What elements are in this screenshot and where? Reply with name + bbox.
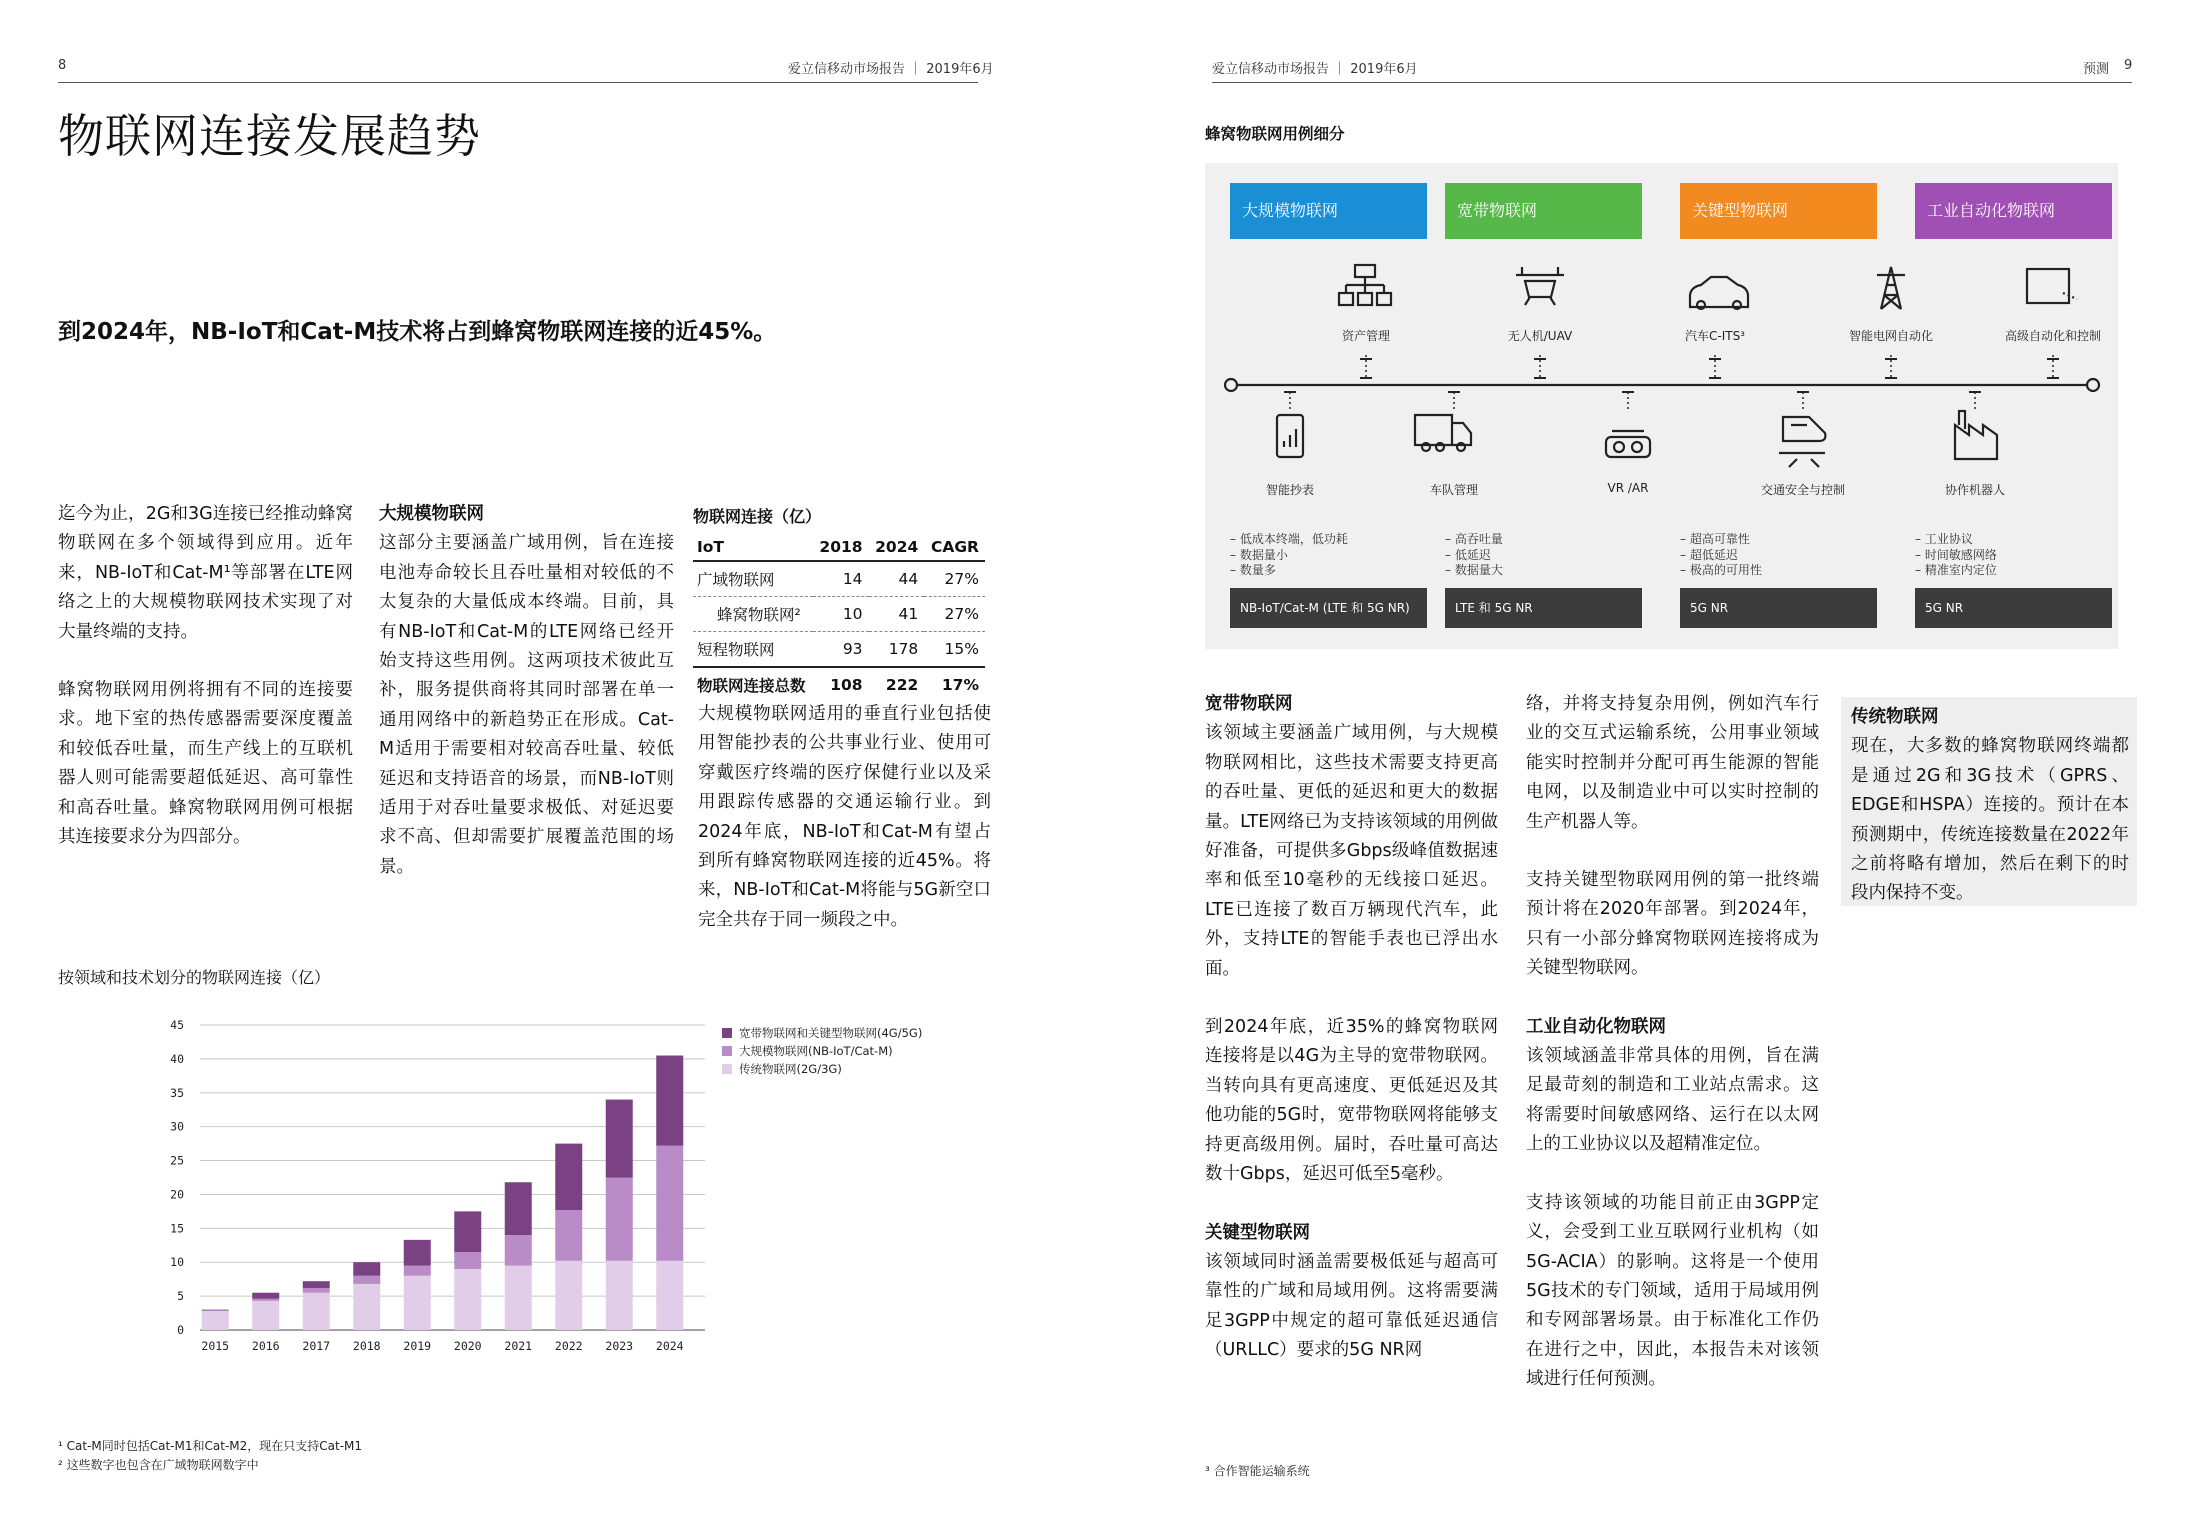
x-tick-label: 2017 <box>302 1339 331 1353</box>
bar-segment <box>505 1235 532 1266</box>
sidebar-legacy-iot <box>1841 697 2137 906</box>
table-row <box>693 561 985 597</box>
bar-segment <box>303 1293 330 1330</box>
iot-stacked-bar-chart <box>150 1010 710 1370</box>
bar-segment <box>606 1261 633 1330</box>
table-cell: 广域物联网 <box>693 561 813 597</box>
paragraph: 该领域同时涵盖需要极低延与超高可靠性的广域和局域用例。这将需要满足3GPP中规定的超可靠低延迟通信（URLLC）要求的5G NR网 <box>1205 1251 1498 1361</box>
requirement: – 高吞吐量 <box>1445 532 1503 546</box>
table-row-total <box>693 667 985 702</box>
left-column-1 <box>58 500 353 881</box>
bar-segment <box>303 1288 330 1293</box>
bar-segment <box>353 1284 380 1330</box>
requirement: – 时间敏感网络 <box>1915 547 1997 562</box>
legend-label: 宽带物联网和关键型物联网(4G/5G) <box>739 1026 923 1040</box>
technology-bar: 5G NR <box>1915 588 2112 628</box>
bar-segment <box>656 1146 683 1261</box>
table-header: 2024 <box>869 534 925 561</box>
bar-segment <box>656 1056 683 1146</box>
footnote: ¹ Cat-M同时包括Cat-M1和Cat-M2，现在只支持Cat-M1 <box>58 1439 363 1453</box>
factory-icon <box>1955 411 1997 459</box>
y-tick-label: 40 <box>170 1051 184 1066</box>
requirement: – 极高的可用性 <box>1680 563 1762 577</box>
bar-segment <box>353 1276 380 1284</box>
table-cell: 14 <box>813 561 869 597</box>
page-title: 物联网连接发展趋势 <box>58 109 481 163</box>
right-column-b <box>1526 690 1819 1424</box>
legend-item <box>722 1025 922 1041</box>
chart-bars <box>202 1056 684 1331</box>
table-cell: 41 <box>869 597 925 632</box>
table-header: 2018 <box>813 534 869 561</box>
technology-bar: LTE 和 5G NR <box>1445 588 1642 628</box>
paragraph: 这部分主要涵盖广域用例，旨在连接电池寿命较长且吞吐量相对较低的不太复杂的大量低成本终端。目前，具有NB-IoT和Cat-M的LTE网络已经开始支持这些用例。这两项技术彼此互补，服务提供商将其同时部署在单一通用网络中的新趋势正在形成。Cat-M适用于需要相对较高吞吐量、较低延迟和支持语音的场景，而NB-IoT则适用于对吞吐量要求极低、对延迟要求不高、但却需要扩展覆盖范围的场景。 <box>379 533 674 877</box>
train-icon <box>1779 417 1825 467</box>
requirement: – 低成本终端，低功耗 <box>1230 532 1348 546</box>
usecase-label: 智能抄表 <box>1265 483 1314 497</box>
category-critical-iot: 关键型物联网 <box>1680 183 1877 239</box>
car-icon <box>1690 277 1748 309</box>
category-massive-iot: 大规模物联网 <box>1230 183 1427 239</box>
bar-segment <box>404 1276 431 1330</box>
table-cell: 178 <box>869 632 925 668</box>
bar-segment <box>505 1182 532 1235</box>
footnote: ³ 合作智能运输系统 <box>1205 1464 1310 1478</box>
technology-bar: NB-IoT/Cat-M (LTE 和 5G NR) <box>1230 588 1427 628</box>
bar-segment <box>202 1310 229 1311</box>
bar-segment <box>454 1269 481 1330</box>
power-grid-icon <box>1877 267 1905 309</box>
bar-segment <box>606 1178 633 1261</box>
requirement: – 精准室内定位 <box>1915 563 1997 577</box>
header-rule-left <box>58 82 978 83</box>
y-tick-label: 30 <box>170 1119 184 1134</box>
x-tick-label: 2024 <box>655 1339 684 1353</box>
usecase-label: 车队管理 <box>1429 483 1478 497</box>
x-tick-label: 2020 <box>453 1339 482 1353</box>
legend-swatch <box>722 1028 732 1038</box>
table-cell: 93 <box>813 632 869 668</box>
smart-meter-icon <box>1277 415 1303 457</box>
lead-sentence: 到2024年，NB-IoT和Cat-M技术将占到蜂窝物联网连接的近45%。 <box>58 319 777 345</box>
legend-swatch <box>722 1046 732 1056</box>
legend-item <box>722 1043 893 1059</box>
table-cell: 蜂窝物联网² <box>693 597 813 632</box>
x-tick-label: 2023 <box>605 1339 634 1353</box>
requirements-list <box>1915 532 1997 579</box>
usecase-label: 协作机器人 <box>1944 483 2005 497</box>
table-header: IoT <box>693 534 813 561</box>
paragraph: 现在，大多数的蜂窝物联网终端都是通过2G和3G技术（GPRS、EDGE和HSPA）连接的。预计在本预测期中，传统连接数量在2022年之前将略有增加，然后在剩下的时段内保持不变。 <box>1851 736 2129 904</box>
page-number-right: 9 <box>2124 58 2133 73</box>
bar-segment <box>555 1144 582 1210</box>
usecase-label: 交通安全与控制 <box>1760 483 1845 497</box>
paragraph: 该领域涵盖非常具体的用例，旨在满足最苛刻的制造和工业站点需求。这将需要时间敏感网络、运行在以太网上的工业协议以及超精准定位。 <box>1526 1046 1819 1155</box>
paragraph: 蜂窝物联网用例将拥有不同的连接要求。地下室的热传感器需要深度覆盖和较低吞吐量，而生产线上的互联机器人则可能需要超低延迟、高可靠性和高吞吐量。蜂窝物联网用例可根据其连接要求分为四部分。 <box>58 680 353 848</box>
x-tick-label: 2022 <box>554 1339 583 1353</box>
bar-segment <box>454 1252 481 1269</box>
paragraph: 支持关键型物联网用例的第一批终端预计将在2020年部署。到2024年，只有一小部分蜂窝物联网连接将成为关键型物联网。 <box>1526 870 1819 979</box>
x-tick-label: 2021 <box>504 1339 533 1353</box>
chart-x-ticks <box>201 1339 683 1353</box>
requirement: – 数据量小 <box>1230 547 1288 562</box>
section-heading-critical-iot: 关键型物联网 <box>1205 1222 1310 1243</box>
section-heading-industrial-iot: 工业自动化物联网 <box>1526 1016 1666 1037</box>
y-tick-label: 5 <box>177 1289 184 1304</box>
requirement: – 超高可靠性 <box>1680 532 1750 546</box>
running-header-right: 爱立信移动市场报告 ｜ 2019年6月 <box>1212 62 1418 77</box>
usecase-label: 高级自动化和控制 <box>2004 329 2101 343</box>
requirement: – 低延迟 <box>1445 547 1491 562</box>
asset-management-icon <box>1339 265 1391 305</box>
y-tick-label: 20 <box>170 1187 184 1202</box>
diagram-title: 蜂窝物联网用例细分 <box>1205 125 1345 143</box>
x-tick-label: 2015 <box>201 1339 230 1353</box>
paragraph: 大规模物联网适用的垂直行业包括使用智能抄表的公共事业行业、使用可穿戴医疗终端的医疗保健行业以及采用跟踪传感器的交通运输行业。到2024年底，NB-IoT和Cat-M有望占到所有蜂窝物联网连接的近45%。将来，NB-IoT和Cat-M将能与5G新空口完全共存于同一频段之中。 <box>698 704 991 930</box>
paragraph: 络，并将支持复杂用例，例如汽车行业的交互式运输系统，公用事业领域能实时控制并分配可再生能源的智能电网，以及制造业中可以实时控制的生产机器人等。 <box>1526 694 1819 832</box>
x-tick-label: 2018 <box>352 1339 381 1353</box>
bar-segment <box>252 1299 279 1301</box>
header-rule-right <box>1212 82 2132 83</box>
table-cell: 15% <box>924 632 985 668</box>
requirement: – 数量多 <box>1230 563 1276 577</box>
paragraph: 该领域主要涵盖广域用例，与大规模物联网相比，这些技术需要支持更高的吞吐量、更低的延迟和更大的数据量。LTE网络已为支持该领域的用例做好准备，可提供多Gbps级峰值数据速率和低至10毫秒的无线接口延迟。LTE已连接了数百万辆现代汽车，此外，支持LTE的智能手表也已浮出水面。 <box>1205 723 1498 979</box>
sidebar-content <box>1851 703 2129 938</box>
usecase-label: 智能电网自动化 <box>1848 329 1933 343</box>
bar-segment <box>202 1311 229 1330</box>
truck-icon <box>1415 415 1471 451</box>
y-tick-label: 25 <box>170 1153 184 1168</box>
table-cell: 10 <box>813 597 869 632</box>
chart-title: 按领域和技术划分的物联网连接（亿） <box>58 968 331 987</box>
bar-segment <box>555 1261 582 1330</box>
page-number-left: 8 <box>58 58 67 73</box>
running-header-left: 爱立信移动市场报告 ｜ 2019年6月 <box>788 62 994 77</box>
iot-connections-table <box>693 534 985 702</box>
requirement: – 超低延迟 <box>1680 547 1738 562</box>
legend-item <box>722 1061 842 1077</box>
usecase-label: 资产管理 <box>1341 329 1390 343</box>
bar-segment <box>656 1261 683 1330</box>
legend-label: 大规模物联网(NB-IoT/Cat-M) <box>739 1044 893 1058</box>
bar-segment <box>353 1262 380 1276</box>
table-cell: 44 <box>869 561 925 597</box>
left-column-3 <box>698 700 991 964</box>
section-heading-broadband-iot: 宽带物联网 <box>1205 694 1293 714</box>
legend-label: 传统物联网(2G/3G) <box>739 1062 842 1076</box>
table-caption: 物联网连接（亿） <box>693 507 822 526</box>
requirements-list <box>1445 532 1503 579</box>
vr-headset-icon <box>1606 431 1650 457</box>
section-label: 预测 <box>2083 62 2110 77</box>
table-cell: 17% <box>924 667 985 702</box>
y-tick-label: 45 <box>170 1018 184 1032</box>
y-tick-label: 0 <box>177 1323 184 1337</box>
left-column-2 <box>379 500 674 911</box>
legend-swatch <box>722 1064 732 1074</box>
bar-segment <box>202 1310 229 1311</box>
bar-segment <box>555 1210 582 1261</box>
paragraph: 到2024年底，近35%的蜂窝物联网连接将是以4G为主导的宽带物联网。当转向具有更高速度、更低延迟及其他功能的5G时，宽带物联网将能够支持更高级用例。届时，吞吐量可高达数十Gbps，延迟可低至5毫秒。 <box>1205 1017 1498 1185</box>
paragraph: 迄今为止，2G和3G连接已经推动蜂窝物联网在多个领域得到应用。近年来，NB-IoT和Cat-M¹等部署在LTE网络之上的大规模物联网技术实现了对大量终端的支持。 <box>58 504 353 642</box>
table-cell: 短程物联网 <box>693 632 813 668</box>
y-tick-label: 35 <box>170 1085 184 1100</box>
requirement: – 工业协议 <box>1915 532 1973 546</box>
category-industrial-iot: 工业自动化物联网 <box>1915 183 2112 239</box>
use-case-diagram <box>1205 163 2118 649</box>
requirements-list <box>1230 532 1348 579</box>
table-row <box>693 632 985 668</box>
x-tick-label: 2016 <box>251 1339 280 1353</box>
bar-segment <box>252 1293 279 1299</box>
table-cell: 222 <box>869 667 925 702</box>
automation-control-icon <box>2027 269 2077 303</box>
section-heading-massive-iot: 大规模物联网 <box>379 504 484 524</box>
category-broadband-iot: 宽带物联网 <box>1445 183 1642 239</box>
table-cell: 27% <box>924 597 985 632</box>
right-column-a <box>1205 690 1498 1395</box>
requirement: – 数据量大 <box>1445 563 1503 577</box>
bar-segment <box>606 1100 633 1178</box>
usecase-label: VR /AR <box>1607 481 1649 495</box>
y-tick-label: 15 <box>170 1221 184 1236</box>
sidebar-heading: 传统物联网 <box>1851 707 1939 727</box>
bar-segment <box>505 1266 532 1330</box>
bar-segment <box>454 1211 481 1252</box>
footnote: ² 这些数字也包含在广域物联网数字中 <box>58 1458 259 1472</box>
table-cell: 27% <box>924 561 985 597</box>
table-header: CAGR <box>924 534 985 561</box>
drone-icon <box>1516 267 1564 305</box>
table-row <box>693 597 985 632</box>
technology-bar: 5G NR <box>1680 588 1877 628</box>
bar-segment <box>404 1266 431 1276</box>
x-tick-label: 2019 <box>403 1339 432 1353</box>
y-tick-label: 10 <box>170 1255 184 1270</box>
usecase-label: 无人机/UAV <box>1507 329 1573 343</box>
table-cell: 物联网连接总数 <box>693 667 813 702</box>
bar-segment <box>303 1281 330 1288</box>
chart-y-ticks <box>170 1018 184 1337</box>
usecase-label: 汽车C-ITS³ <box>1684 329 1745 343</box>
bar-segment <box>252 1301 279 1330</box>
bar-segment <box>404 1240 431 1266</box>
paragraph: 支持该领域的功能目前正由3GPP定义，会受到工业互联网行业机构（如5G-ACIA）的影响。这将是一个使用5G技术的专门领域，适用于局域用例和专网部署场景。由于标准化工作仍在进行之中，因此，本报告未对该领域进行任何预测。 <box>1526 1192 1819 1390</box>
table-cell: 108 <box>813 667 869 702</box>
requirements-list <box>1680 532 1762 579</box>
